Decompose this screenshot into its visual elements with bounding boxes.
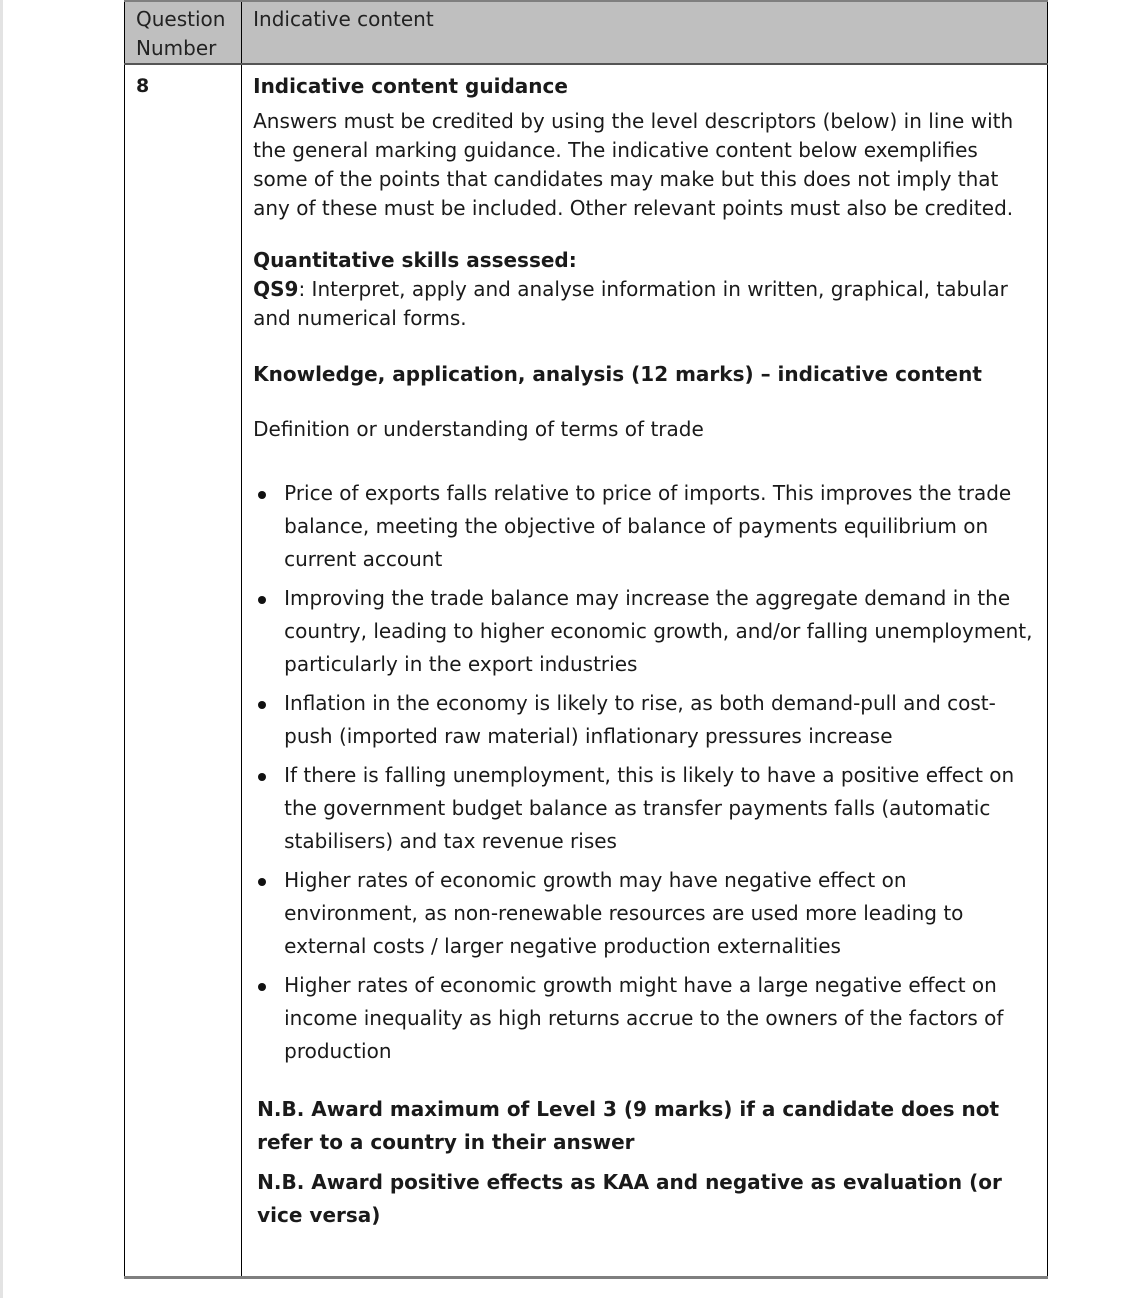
page-edge: [0, 0, 3, 1298]
note-level-3-maximum: N.B. Award maximum of Level 3 (9 marks) if a candidate does not refer to a country in their answer: [257, 1097, 1000, 1154]
header-indicative-content: Indicative content: [242, 1, 1048, 64]
bullet-text: Higher rates of economic growth may have negative effect on environment, as non-renewable resources are used more leading to external costs / larger negative production externalities: [284, 868, 964, 958]
bullet-icon: [258, 983, 266, 991]
list-item: [253, 477, 1033, 576]
list-item: [253, 687, 1033, 753]
bullet-text: Inflation in the economy is likely to rise, as both demand-pull and cost-push (imported raw material) inflationary pressures increase: [284, 691, 996, 748]
bullet-text: If there is falling unemployment, this is likely to have a positive effect on the government budget balance as transfer payments falls (automatic stabilisers) and tax revenue rises: [284, 763, 1015, 853]
note-kaa-evaluation: N.B. Award positive effects as KAA and negative as evaluation (or vice versa): [257, 1170, 1002, 1227]
definition-text: Definition or understanding of terms of trade: [253, 417, 704, 441]
bullet-icon: [258, 878, 266, 886]
list-item: [253, 582, 1033, 681]
bullet-text: Price of exports falls relative to price of imports. This improves the trade balance, meeting the objective of balance of payments equilibrium on current account: [284, 481, 1012, 571]
qs-text: : Interpret, apply and analyse information in written, graphical, tabular and numerical forms.: [253, 277, 1008, 330]
notes-block: [253, 1093, 1033, 1232]
list-item: [253, 969, 1033, 1068]
bullet-icon: [258, 701, 266, 709]
bullet-text: Improving the trade balance may increase the aggregate demand in the country, leading to higher economic growth, and/or falling unemployment, particularly in the export industries: [284, 586, 1033, 676]
header-question-number: Question Number: [125, 1, 242, 64]
qs-heading: Quantitative skills assessed:: [253, 248, 577, 272]
content-bullet-list: [253, 477, 1033, 1068]
qs-code: QS9: [253, 277, 299, 301]
qs-description: [253, 275, 1033, 333]
kaa-heading: Knowledge, application, analysis (12 marks) – indicative content: [253, 362, 982, 386]
guidance-heading: Indicative content guidance: [253, 74, 568, 98]
bullet-text: Higher rates of economic growth might have a large negative effect on income inequality as high returns accrue to the owners of the factors of production: [284, 973, 1004, 1063]
mark-scheme-table: [124, 0, 1048, 1279]
list-item: [253, 759, 1033, 858]
question-number: 8: [125, 64, 242, 1278]
bullet-icon: [258, 491, 266, 499]
table-header-row: [125, 1, 1048, 64]
guidance-text: Answers must be credited by using the level descriptors (below) in line with the general marking guidance. The indicative content below exemplifies some of the points that candidates may make but this does not imply that any of these must be included. Other relevant points must also be credited.: [253, 109, 1014, 220]
table-row: [125, 64, 1048, 1278]
list-item: [253, 864, 1033, 963]
bullet-icon: [258, 596, 266, 604]
bullet-icon: [258, 773, 266, 781]
indicative-content-cell: [242, 64, 1048, 1278]
